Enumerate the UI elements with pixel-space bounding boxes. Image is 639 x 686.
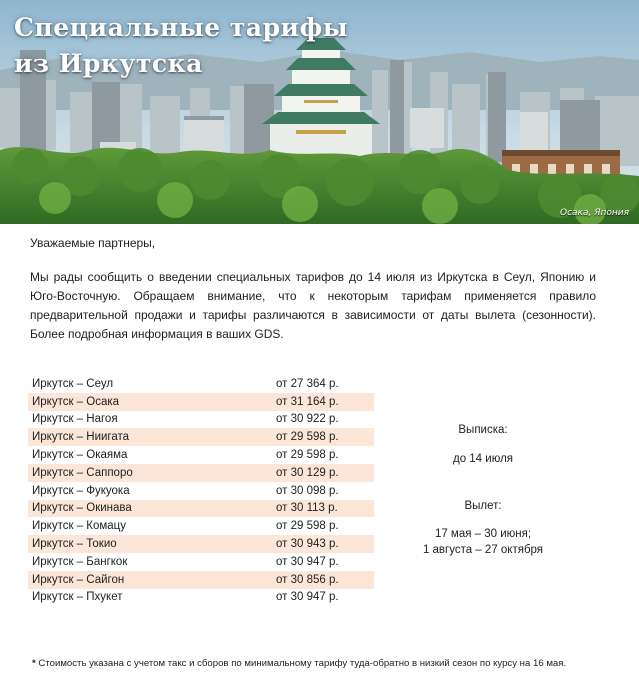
issue-value: до 14 июля: [452, 453, 514, 465]
route-name: Иркутск – Ниигата: [32, 431, 130, 444]
table-row: [28, 553, 374, 571]
route-name: Иркутск – Пхукет: [32, 591, 123, 604]
route-price: от 30 098 р.: [276, 484, 339, 497]
route-price: от 30 922 р.: [276, 413, 339, 426]
route-price: от 30 943 р.: [276, 538, 339, 551]
departure-period-1: 17 мая – 30 июня;: [434, 528, 532, 540]
table-row: [28, 428, 374, 446]
footnote-star: *: [32, 658, 36, 669]
hero-banner: [0, 0, 639, 224]
route-name: Иркутск – Сайгон: [32, 573, 125, 586]
table-row: [28, 571, 374, 589]
route-price: от 30 113 р.: [276, 502, 338, 515]
intro-paragraph: Мы рады сообщить о введении специальных тарифов до 14 июля из Иркутска в Сеул, Японию и Юго-Восточную. Обращаем внимание, что к некоторым тарифам применяется правило предварительной продажи и тарифы различаются в зависимости от даты вылета (сезонности). Более подробная информация в ваших GDS.: [30, 270, 596, 341]
table-row: [28, 446, 374, 464]
route-name: Иркутск – Фукуока: [32, 484, 130, 497]
route-price: от 27 364 р.: [276, 377, 339, 390]
table-row: [28, 411, 374, 429]
route-price: от 30 129 р.: [276, 466, 339, 479]
route-price: от 30 856 р.: [276, 573, 339, 586]
route-price: от 30 947 р.: [276, 591, 339, 604]
table-row: [28, 517, 374, 535]
route-price: от 29 598 р.: [276, 520, 339, 533]
footnote: [32, 658, 566, 669]
table-row: [28, 589, 374, 607]
greeting: Уважаемые партнеры,: [30, 236, 156, 250]
route-name: Иркутск – Нагоя: [32, 413, 118, 426]
route-name: Иркутск – Окинава: [32, 502, 132, 515]
table-row: [28, 535, 374, 553]
hero-title-line-1: Специальные тарифы: [14, 13, 349, 42]
route-name: Иркутск – Бангкок: [32, 555, 128, 568]
route-price: от 31 164 р.: [276, 395, 339, 408]
issue-label: Выписка:: [458, 424, 508, 436]
table-row: [28, 500, 374, 518]
route-name: Иркутск – Сеул: [32, 377, 114, 390]
route-price: от 30 947 р.: [276, 555, 339, 568]
route-name: Иркутск – Саппоро: [32, 466, 133, 479]
route-name: Иркутск – Токио: [32, 538, 117, 551]
table-row: [28, 464, 374, 482]
photo-caption: Осака, Япония: [559, 208, 629, 218]
hero-title-line-2: из Иркутска: [14, 49, 203, 78]
table-row: [28, 393, 374, 411]
route-name: Иркутск – Окаяма: [32, 449, 128, 462]
route-price: от 29 598 р.: [276, 449, 339, 462]
table-row: [28, 482, 374, 500]
route-name: Иркутск – Комацу: [32, 520, 127, 533]
departure-period-2: 1 августа – 27 октября: [422, 544, 544, 556]
footnote-text: Стоимость указана с учетом такс и сборов по минимальному тарифу туда-обратно в низкий сезон по курсу на 16 мая.: [38, 658, 567, 669]
route-price: от 29 598 р.: [276, 431, 339, 444]
table-row: [28, 375, 374, 393]
routes-table: [28, 375, 374, 606]
hero-title: [14, 10, 348, 82]
route-name: Иркутск – Осака: [32, 395, 120, 408]
departure-label: Вылет:: [464, 500, 502, 512]
